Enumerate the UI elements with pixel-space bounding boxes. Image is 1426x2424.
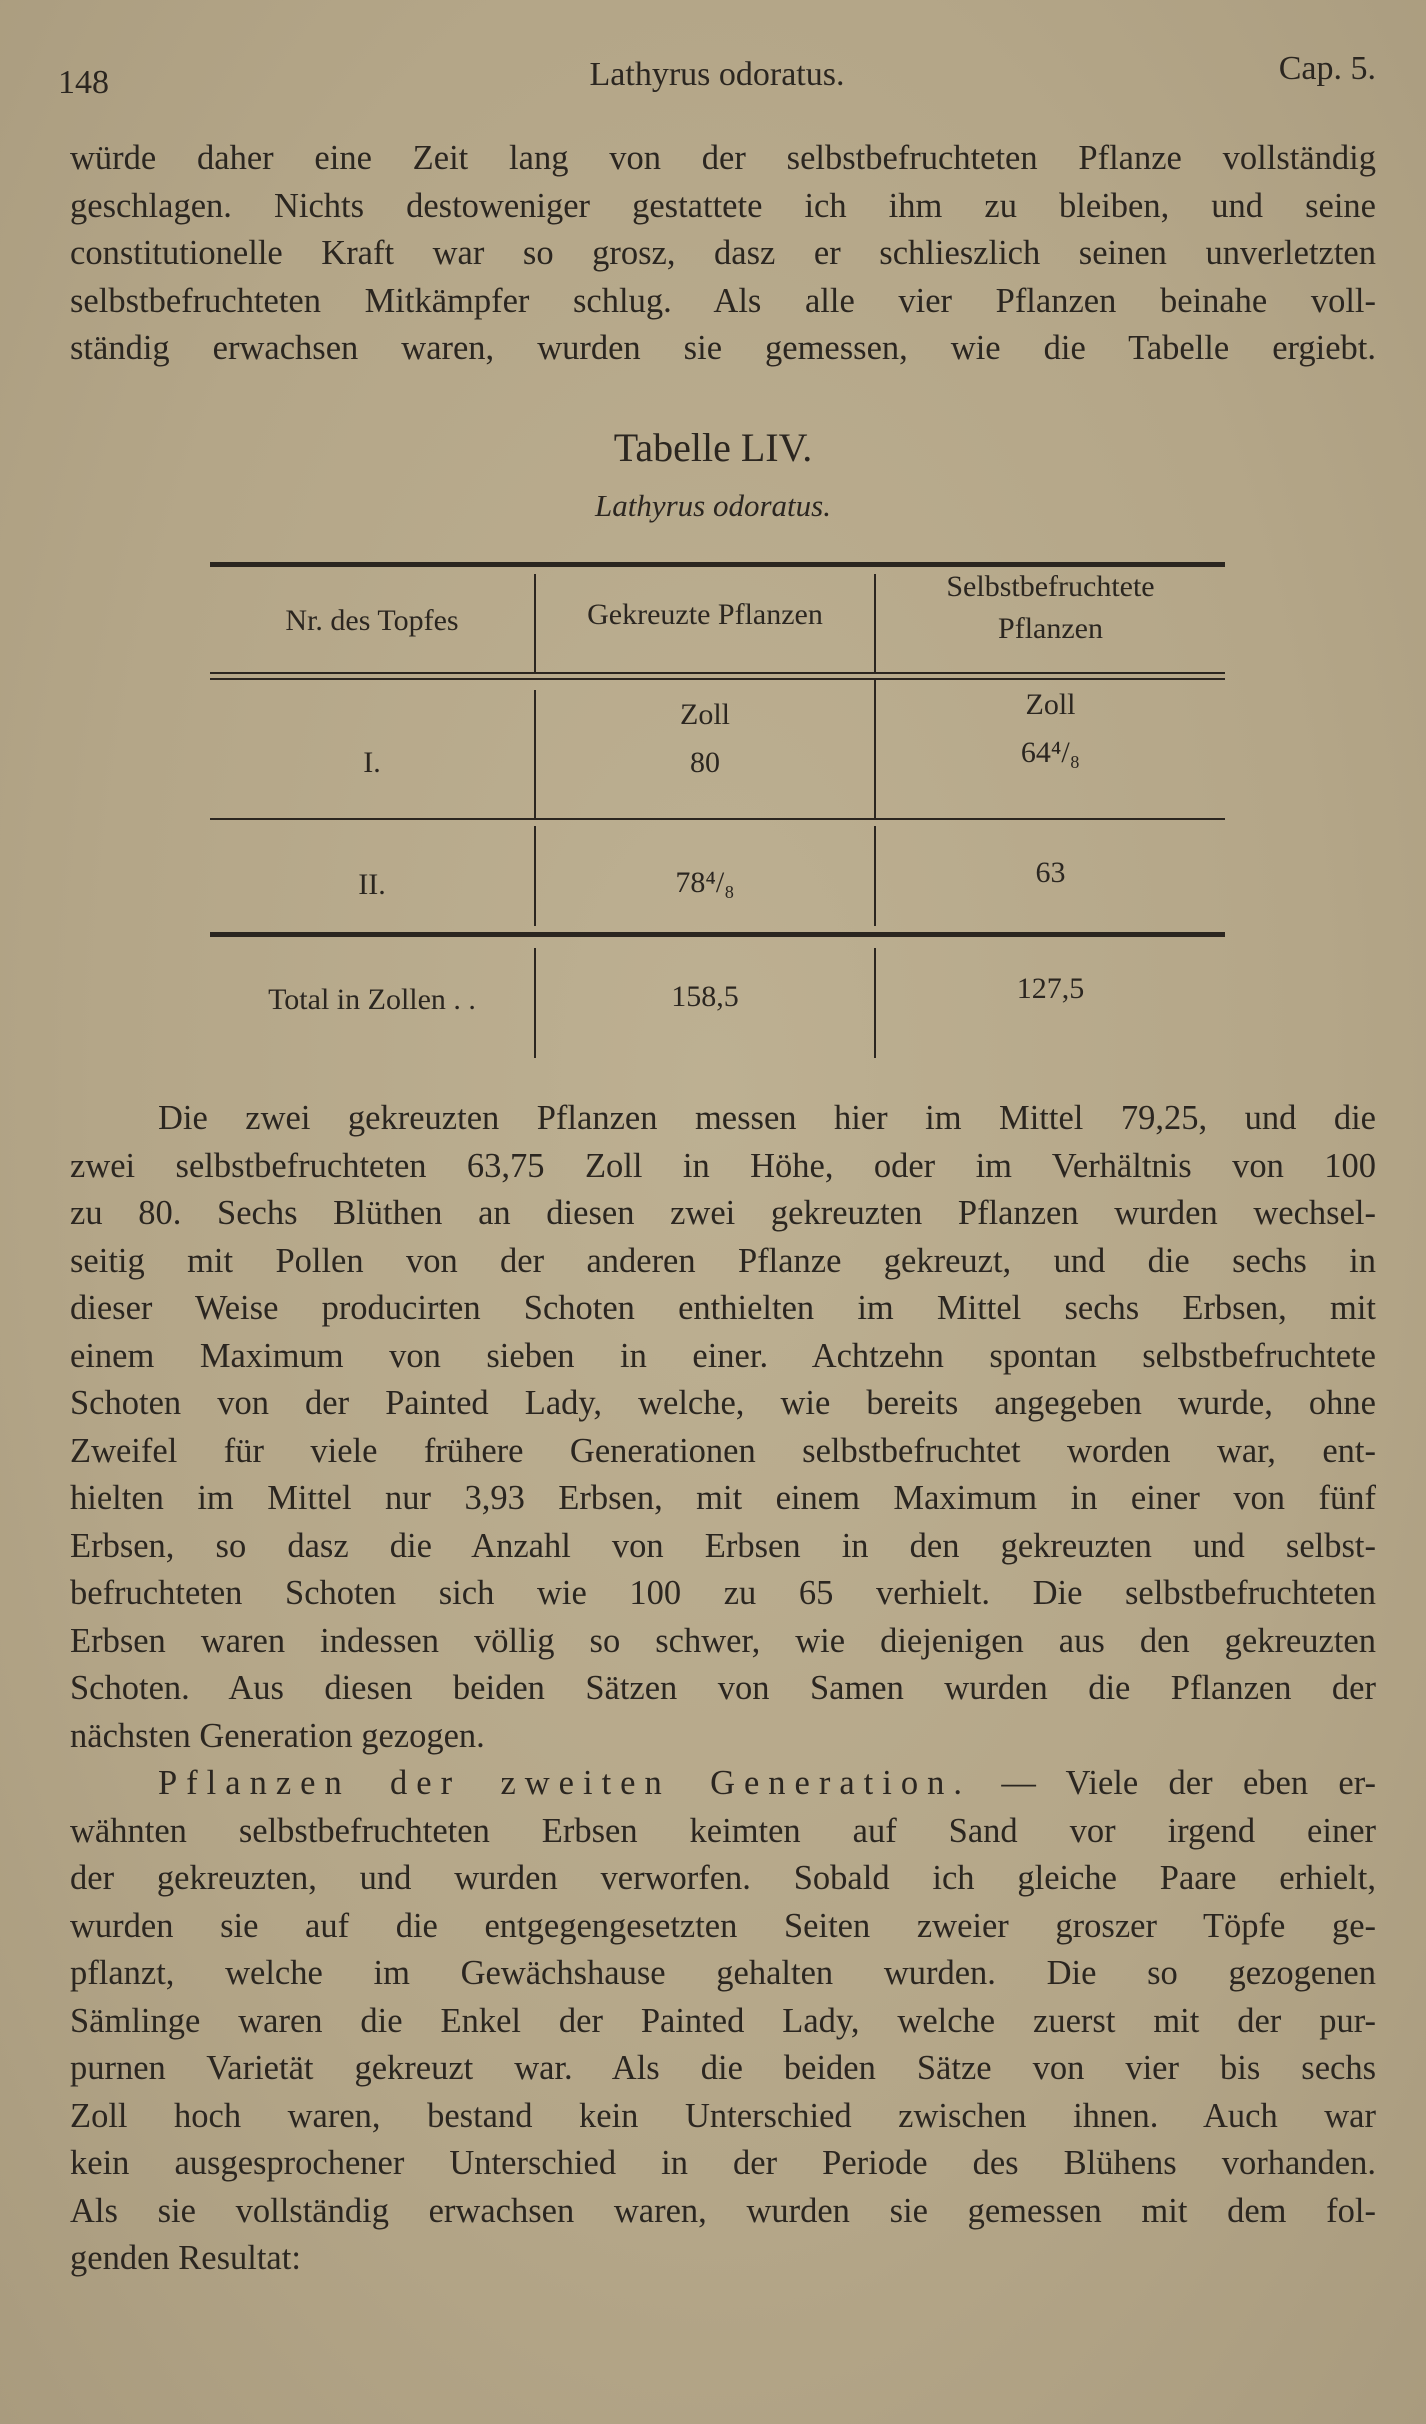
text-line: constitutionelle Kraft war so grosz, dasz er schlieszlich seinen unverletzten bbox=[70, 234, 1376, 272]
paragraph-2 bbox=[70, 1095, 1376, 2283]
text-line: Sämlinge waren die Enkel der Painted Lady, welche zuerst mit der pur- bbox=[70, 2001, 1376, 2040]
text-line: zu 80. Sechs Blüthen an diesen zwei gekreuzten Pflanzen wurden wechsel- bbox=[70, 1194, 1376, 1232]
text-line: würde daher eine Zeit lang von der selbstbefruchteten Pflanze vollständig bbox=[70, 139, 1376, 177]
text-line: pflanzt, welche im Gewächshause gehalten wurden. Die so gezogenen bbox=[70, 1954, 1376, 1992]
text-line: Erbsen waren indessen völlig so schwer, wie diejenigen aus den gekreuzten bbox=[70, 1621, 1376, 1660]
unit-self: Zoll bbox=[1025, 688, 1076, 721]
header-crossed: Gekreuzte Pflanzen bbox=[587, 598, 823, 631]
total-crossed: 158,5 bbox=[671, 980, 739, 1013]
text-line: kein ausgesprochener Unterschied in der Periode des Blühens vorhanden. bbox=[70, 2144, 1376, 2182]
text-line: ständig erwachsen waren, wurden sie gemessen, wie die Tabelle ergiebt. bbox=[70, 329, 1376, 367]
row-self-value: 63 bbox=[1035, 856, 1066, 889]
running-head bbox=[58, 50, 1376, 100]
text-line: Zoll hoch waren, bestand kein Unterschied zwischen ihnen. Auch war bbox=[70, 2096, 1376, 2135]
unit-crossed: Zoll bbox=[680, 698, 730, 731]
header-self-line1: Selbstbefruchtete bbox=[946, 570, 1155, 603]
text-line: der gekreuzten, und wurden verworfen. Sobald ich gleiche Paare erhielt, bbox=[70, 1859, 1376, 1897]
section-heading-line bbox=[70, 1760, 1376, 1808]
table-subtitle: Lathyrus odoratus. bbox=[595, 488, 831, 523]
text-line: Schoten. Aus diesen beiden Sätzen von Samen wurden die Pflanzen der bbox=[70, 1669, 1376, 1707]
spaced-heading: Pflanzen der zweiten Generation. bbox=[158, 1764, 971, 1802]
text-line: geschlagen. Nichts destoweniger gestattete ich ihm zu bleiben, und seine bbox=[70, 186, 1376, 225]
text-line: purnen Varietät gekreuzt war. Als die beiden Sätze von vier bis sechs bbox=[70, 2049, 1376, 2087]
total-rule bbox=[210, 932, 1225, 937]
text-line: genden Resultat: bbox=[70, 2239, 301, 2277]
heading-line-rest: — Viele der eben er- bbox=[1001, 1764, 1377, 1802]
text-line: nächsten Generation gezogen. bbox=[70, 1716, 485, 1755]
row-pot: I. bbox=[363, 746, 381, 779]
text-line: seitig mit Pollen von der anderen Pflanze gekreuzt, und die sechs in bbox=[70, 1241, 1376, 1280]
page-number: 148 bbox=[58, 64, 109, 101]
chapter-label: Cap. 5. bbox=[1278, 50, 1376, 87]
text-line: Schoten von der Painted Lady, welche, wie bereits angegeben wurde, ohne bbox=[70, 1384, 1376, 1422]
running-title: Lathyrus odoratus. bbox=[589, 56, 845, 93]
row-rule bbox=[210, 818, 1225, 820]
header-self-line2: Pflanzen bbox=[998, 612, 1103, 645]
row-self-value: 64⁴/₈ bbox=[1020, 736, 1081, 769]
text-line: hielten im Mittel nur 3,93 Erbsen, mit einem Maximum in einer von fünf bbox=[70, 1479, 1376, 1517]
text-line: Erbsen, so dasz die Anzahl von Erbsen in den gekreuzten und selbst- bbox=[70, 1526, 1376, 1565]
total-label: Total in Zollen . . bbox=[268, 983, 476, 1016]
paragraph-1 bbox=[70, 135, 1376, 373]
row-pot: II. bbox=[358, 868, 386, 901]
data-table bbox=[210, 540, 1225, 1060]
text-line: Zweifel für viele frühere Generationen selbstbefruchtet worden war, ent- bbox=[70, 1431, 1376, 1470]
text-line: wurden sie auf die entgegengesetzten Seiten zweier groszer Töpfe ge- bbox=[70, 1906, 1376, 1945]
text-line: Als sie vollständig erwachsen waren, wurden sie gemessen mit dem fol- bbox=[70, 2191, 1376, 2230]
total-self: 127,5 bbox=[1016, 972, 1085, 1005]
row-crossed-value: 80 bbox=[690, 746, 720, 779]
text-line: zwei selbstbefruchteten 63,75 Zoll in Höhe, oder im Verhältnis von 100 bbox=[70, 1146, 1376, 1185]
text-line: selbstbefruchteten Mitkämpfer schlug. Als alle vier Pflanzen beinahe voll- bbox=[70, 281, 1376, 320]
row-crossed-value: 78⁴/₈ bbox=[675, 866, 735, 899]
table-title: Tabelle LIV. bbox=[613, 425, 813, 470]
header-rule-double bbox=[210, 678, 1225, 680]
text-line: befruchteten Schoten sich wie 100 zu 65 verhielt. Die selbstbefruchteten bbox=[70, 1574, 1376, 1612]
table-top-rule bbox=[210, 562, 1225, 567]
text-line: dieser Weise producirten Schoten enthielten im Mittel sechs Erbsen, mit bbox=[70, 1289, 1376, 1327]
header-pot: Nr. des Topfes bbox=[285, 604, 459, 637]
text-line: wähnten selbstbefruchteten Erbsen keimten auf Sand vor irgend einer bbox=[70, 1811, 1376, 1850]
header-rule bbox=[210, 672, 1225, 674]
text-line: Die zwei gekreuzten Pflanzen messen hier im Mittel 79,25, und die bbox=[158, 1099, 1376, 1137]
text-line: einem Maximum von sieben in einer. Achtzehn spontan selbstbefruchtete bbox=[70, 1336, 1376, 1375]
